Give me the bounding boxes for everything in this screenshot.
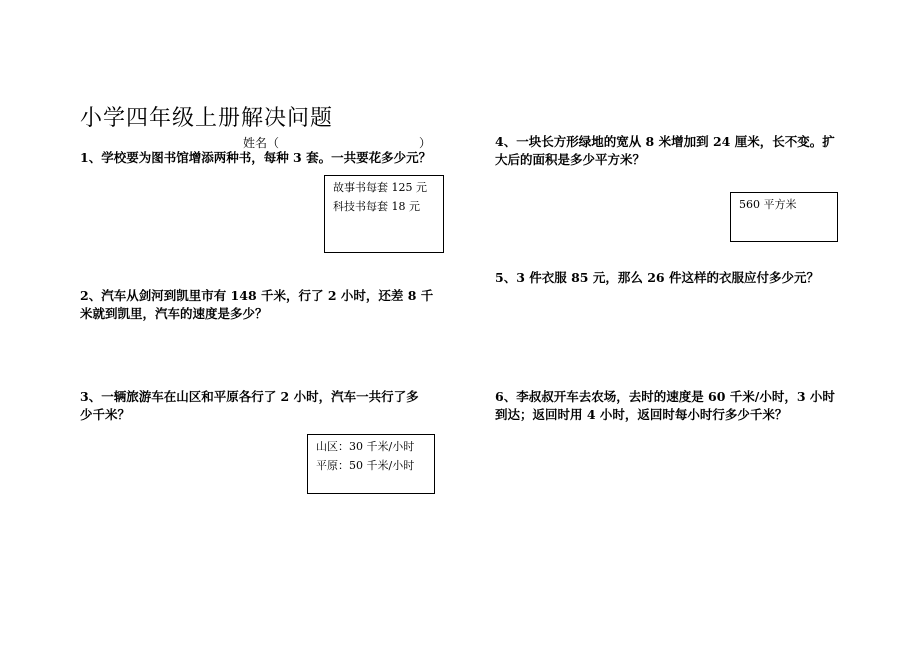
books-price-box [324,175,444,253]
question-4-line-2: 大后的面积是多少平方米？ [495,152,646,167]
question-4-line-1: 4、一块长方形绿地的宽从 8 米增加到 24 厘米，长不变。扩 [495,134,835,149]
name-close: ） [419,136,432,150]
name-label: 姓名（ [243,136,280,150]
question-6-line-1: 6、李叔叔开车去农场，去时的速度是 60 千米/小时，3 小时 [495,389,835,404]
question-3 [80,388,419,424]
worksheet-title: 小学四年级上册解决问题 [80,106,334,131]
area-line-1: 560 平方米 [739,198,797,211]
question-2-line-2: 米就到凯里，汽车的速度是多少？ [80,306,268,321]
question-5-line-1: 5、3 件衣服 85 元，那么 26 件这样的衣服应付多少元？ [495,270,819,285]
question-3-line-1: 3、一辆旅游车在山区和平原各行了 2 小时，汽车一共行了多 [80,389,419,404]
question-6-line-2: 到达；返回时用 4 小时，返回时每小时行多少千米？ [495,407,788,422]
question-3-line-2: 少千米？ [80,407,131,422]
question-5 [495,269,819,287]
question-2 [80,287,433,323]
speeds-line-2: 平原：50 千米/小时 [316,459,415,472]
question-6 [495,388,835,424]
speeds-box [307,434,435,494]
question-2-line-1: 2、汽车从剑河到凯里市有 148 千米，行了 2 小时，还差 8 千 [80,288,434,303]
speeds-line-1: 山区：30 千米/小时 [316,440,415,453]
books-price-line-1: 故事书每套 125 元 [333,181,427,194]
books-price-line-2: 科技书每套 18 元 [333,200,420,213]
question-1-line-1: 1、学校要为图书馆增添两种书，每种 3 套。一共要花多少元？ [80,150,432,165]
question-4 [495,133,835,169]
question-1 [80,149,431,167]
area-box [730,192,838,242]
